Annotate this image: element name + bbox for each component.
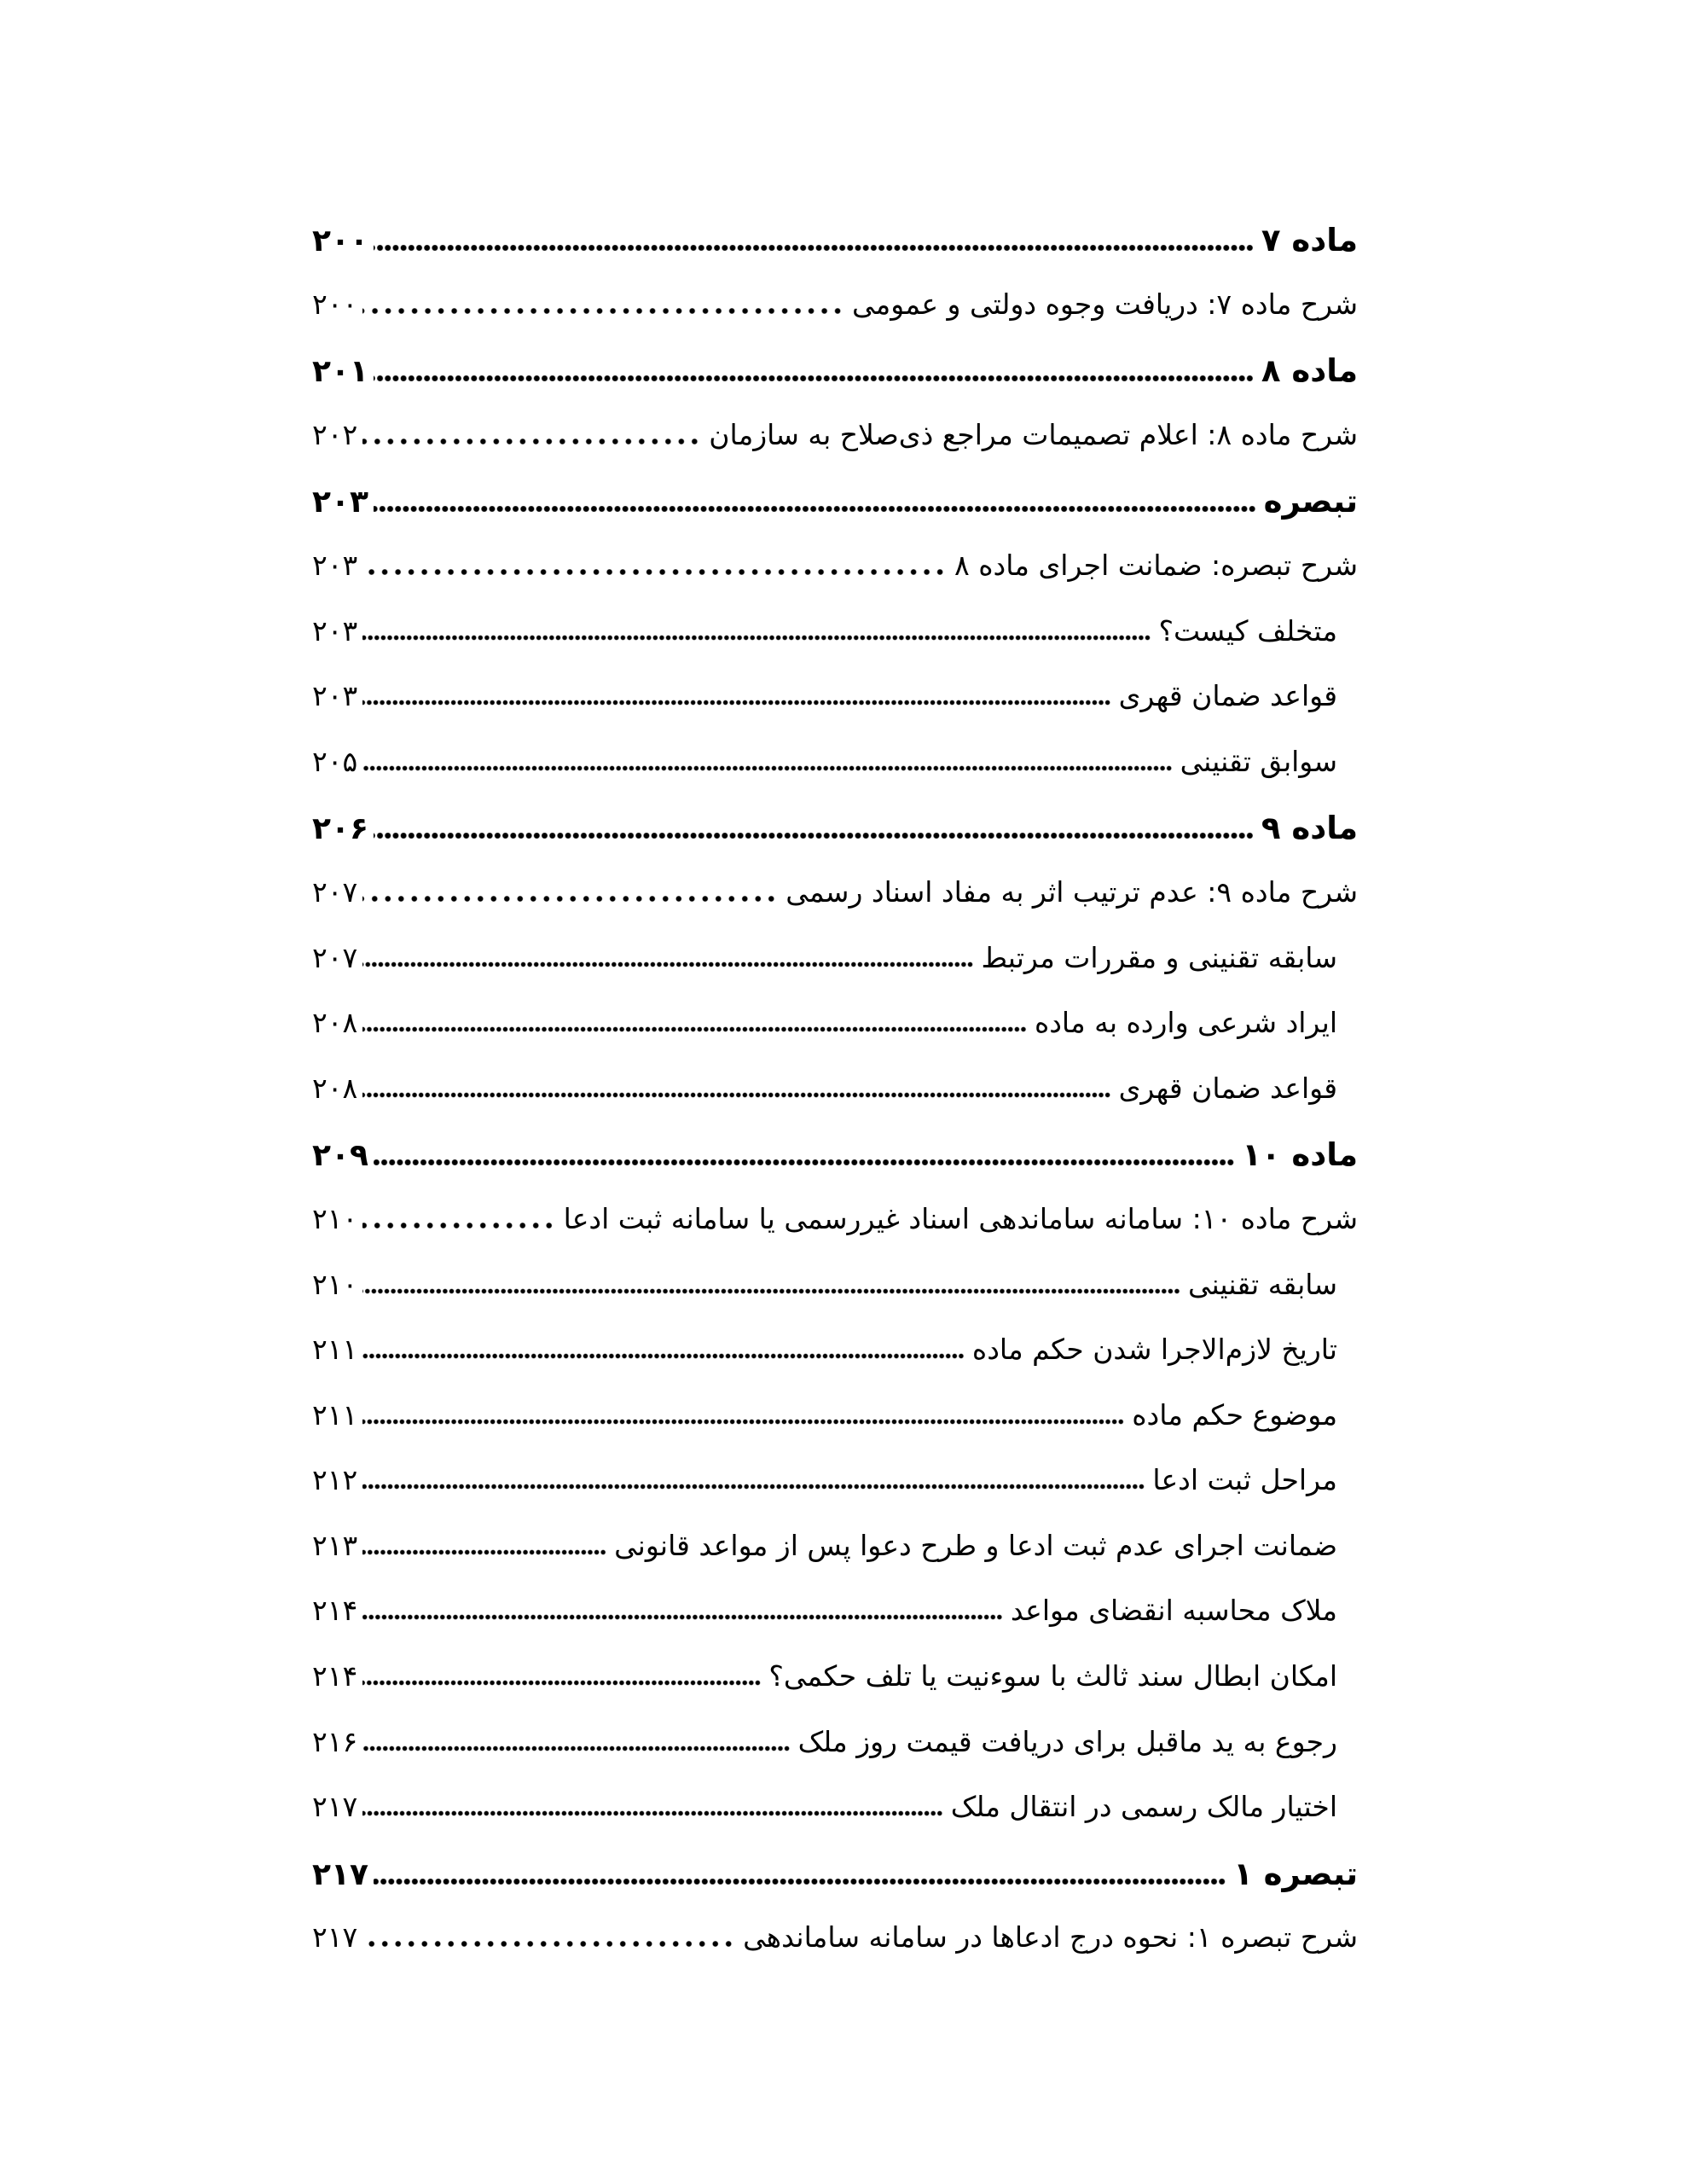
toc-entry-page: ۲۰۱ <box>312 354 368 390</box>
toc-entry-title: ماده ۱۰ <box>1242 1136 1358 1174</box>
toc-entry <box>312 1190 1358 1256</box>
toc-entry-page: ۲۰۷ <box>312 874 358 909</box>
toc-entry-title: ضمانت اجرای عدم ثبت ادعا و طرح دعوا پس از مواعد قانونی <box>614 1528 1337 1562</box>
toc-entry-page: ۲۱۶ <box>312 1724 358 1758</box>
toc-entry-page: ۲۱۴ <box>312 1594 358 1628</box>
toc-entry-title: تاریخ لازم‌الاجرا شدن حکم ماده <box>971 1333 1337 1367</box>
dot-leader <box>362 1810 943 1816</box>
dot-leader <box>362 700 1110 706</box>
toc-entry <box>312 929 1358 995</box>
dot-leader <box>362 1614 1003 1620</box>
toc-entry <box>312 1844 1358 1909</box>
dot-leader <box>362 1026 1027 1032</box>
toc-entry-title: تبصره ۱ <box>1233 1855 1358 1892</box>
dot-leader <box>362 569 947 575</box>
toc-entry-page: ۲۱۱ <box>312 1333 358 1367</box>
dot-leader <box>362 1484 1145 1490</box>
toc-entry-page: ۲۰۸ <box>312 1006 358 1040</box>
dot-leader <box>362 1680 761 1686</box>
toc-entry-page: ۲۰۳ <box>312 613 358 648</box>
toc-entry <box>312 1908 1358 1974</box>
toc-entry-title: موضوع حکم ماده <box>1132 1397 1337 1432</box>
toc-entry <box>312 1256 1358 1321</box>
toc-entry-page: ۲۰۰ <box>312 224 368 258</box>
toc-entry-title: شرح ماده ۸: اعلام تصمیمات مراجع ذی‌صلاح به سازمان <box>709 417 1358 451</box>
toc-entry-page: ۲۰۰ <box>312 287 358 321</box>
toc-entry-page: ۲۱۳ <box>312 1528 358 1562</box>
toc-entry-title: ماده ۹ <box>1261 810 1358 847</box>
toc-entry <box>312 1713 1358 1779</box>
toc-entry-title: امکان ابطال سند ثالث با سوءنیت یا تلف حکمی؟ <box>768 1659 1337 1693</box>
toc-entry <box>312 1124 1358 1190</box>
toc-entry-page: ۲۱۴ <box>312 1659 358 1693</box>
toc-entry-page: ۲۰۳ <box>312 679 358 713</box>
dot-leader <box>374 1879 1226 1885</box>
toc-entry <box>312 340 1358 406</box>
toc-entry-page: ۲۱۰ <box>312 1267 358 1301</box>
dot-leader <box>362 896 778 902</box>
toc-entry-title: ملاک محاسبه انقضای مواعد <box>1010 1594 1337 1628</box>
dot-leader <box>362 1419 1124 1425</box>
dot-leader <box>362 1092 1110 1098</box>
toc-entry-page: ۲۱۷ <box>312 1856 368 1892</box>
dot-leader <box>362 961 973 967</box>
toc-entry <box>312 863 1358 929</box>
toc-entry-page: ۲۰۲ <box>312 417 358 451</box>
toc-entry <box>312 1060 1358 1125</box>
dot-leader <box>362 308 844 314</box>
toc-entry-title: متخلف کیست؟ <box>1158 613 1337 648</box>
toc-entry-title: شرح ماده ۱۰: سامانه ساماندهی اسناد غیررسمی یا سامانه ثبت ادعا <box>563 1201 1358 1235</box>
toc-entry <box>312 406 1358 472</box>
toc-entry-title: شرح ماده ۹: عدم ترتیب اثر به مفاد اسناد رسمی <box>786 874 1358 909</box>
dot-leader <box>374 833 1254 839</box>
toc-entry <box>312 471 1358 537</box>
toc-entry-title: ایراد شرعی وارده به ماده <box>1034 1006 1337 1040</box>
toc-entry <box>312 1321 1358 1386</box>
toc-entry <box>312 733 1358 799</box>
toc-entry-page: ۲۰۸ <box>312 1071 358 1105</box>
toc-entry-page: ۲۰۹ <box>312 1138 368 1174</box>
toc-entry-page: ۲۱۷ <box>312 1790 358 1824</box>
dot-leader <box>362 439 701 444</box>
dot-leader <box>362 1353 965 1359</box>
toc-entry-title: رجوع به ید ماقبل برای دریافت قیمت روز ملک <box>797 1724 1337 1758</box>
dot-leader <box>362 765 1172 771</box>
toc-entry-page: ۲۰۵ <box>312 744 358 778</box>
toc-entry-title: مراحل ثبت ادعا <box>1152 1463 1337 1497</box>
dot-leader <box>374 506 1256 512</box>
toc-entry <box>312 602 1358 668</box>
toc-entry-page: ۲۱۷ <box>312 1920 358 1955</box>
toc-entry <box>312 210 1358 276</box>
toc-list <box>312 210 1358 1974</box>
toc-entry <box>312 667 1358 733</box>
dot-leader <box>374 245 1254 251</box>
toc-entry-title: ماده ۸ <box>1261 352 1358 390</box>
toc-entry <box>312 276 1358 341</box>
toc-entry <box>312 1582 1358 1647</box>
toc-entry <box>312 537 1358 602</box>
dot-leader <box>362 635 1151 641</box>
toc-entry <box>312 1647 1358 1713</box>
dot-leader <box>362 1745 790 1751</box>
toc-entry-title: قواعد ضمان قهری <box>1118 1071 1337 1105</box>
toc-entry-page: ۲۰۷ <box>312 940 358 974</box>
toc-entry-page: ۲۰۳ <box>312 485 368 520</box>
toc-entry <box>312 798 1358 863</box>
toc-entry-title: قواعد ضمان قهری <box>1118 679 1337 713</box>
toc-entry <box>312 1386 1358 1452</box>
toc-entry-page: ۲۱۲ <box>312 1463 358 1497</box>
dot-leader <box>374 1159 1234 1165</box>
dot-leader <box>362 1941 735 1947</box>
toc-entry-title: سابقه تقنینی <box>1187 1267 1337 1301</box>
toc-entry-page: ۲۱۱ <box>312 1397 358 1432</box>
toc-entry <box>312 994 1358 1060</box>
dot-leader <box>362 1549 606 1555</box>
toc-entry-title: سابقه تقنینی و مقررات مرتبط <box>981 940 1337 974</box>
toc-entry-title: شرح تبصره: ضمانت اجرای ماده ۸ <box>954 548 1358 582</box>
dot-leader <box>362 1288 1180 1294</box>
toc-entry <box>312 1517 1358 1583</box>
toc-entry-title: شرح تبصره ۱: نحوه درج ادعاها در سامانه ساماندهی <box>743 1920 1358 1955</box>
toc-entry <box>312 1451 1358 1517</box>
dot-leader <box>374 375 1254 381</box>
toc-entry-title: شرح ماده ۷: دریافت وجوه دولتی و عمومی <box>852 287 1358 321</box>
toc-entry-title: تبصره <box>1263 483 1358 520</box>
dot-leader <box>362 1223 555 1228</box>
toc-entry-page: ۲۰۶ <box>312 811 368 847</box>
toc-entry-title: ماده ۷ <box>1261 222 1358 258</box>
toc-entry-title: اختیار مالک رسمی در انتقال ملک <box>950 1790 1337 1824</box>
toc-entry-title: سوابق تقنینی <box>1180 744 1337 778</box>
toc-entry <box>312 1778 1358 1844</box>
toc-entry-page: ۲۱۰ <box>312 1201 358 1235</box>
toc-entry-page: ۲۰۳ <box>312 548 358 582</box>
